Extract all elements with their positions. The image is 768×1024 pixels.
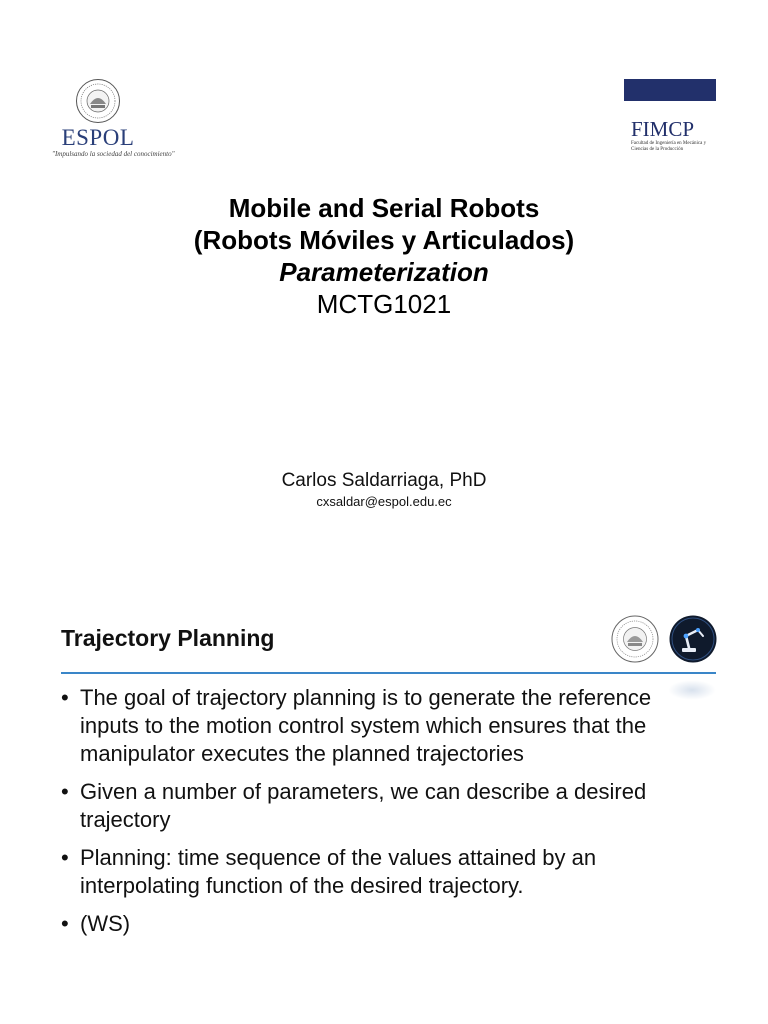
heading-divider (61, 672, 716, 674)
university-seal-icon (75, 78, 121, 124)
fimcp-color-bar (624, 79, 716, 101)
course-code: MCTG1021 (316, 289, 452, 319)
author-name: Carlos Saldarriaga, PhD (281, 470, 487, 491)
course-title-english: Mobile and Serial Robots (228, 193, 540, 223)
bullet-item: • The goal of trajectory planning is to generate the reference inputs to the motion control system which ensures that the manipulator executes the planned trajectories (61, 684, 701, 768)
espol-wordmark: ESPOL (61, 125, 135, 150)
bullet-list (61, 684, 701, 948)
fimcp-subtitle: Facultad de Ingeniería en Mecánica y Ciencias de la Producción (631, 141, 707, 152)
bullet-item: • Planning: time sequence of the values attained by an interpolating function of the desired trajectory. (61, 844, 701, 900)
lecture-topic: Parameterization (279, 257, 489, 287)
author-block (0, 469, 768, 511)
fimcp-logo (624, 79, 716, 153)
slide-heading: Trajectory Planning (61, 625, 275, 651)
content-slide (0, 600, 768, 1024)
bullet-item: • (WS) (61, 910, 701, 938)
fimcp-wordmark: FIMCP (631, 117, 695, 141)
robot-arm-icon (669, 615, 717, 663)
author-email: cxsaldar@espol.edu.ec (316, 494, 452, 509)
slide-title-block (0, 192, 768, 320)
espol-logo (52, 78, 175, 158)
espol-tagline: "Impulsando la sociedad del conocimiento" (52, 150, 175, 158)
university-seal-icon (611, 615, 659, 663)
course-title-spanish: (Robots Móviles y Articulados) (193, 225, 575, 255)
bullet-item: • Given a number of parameters, we can describe a desired trajectory (61, 778, 701, 834)
